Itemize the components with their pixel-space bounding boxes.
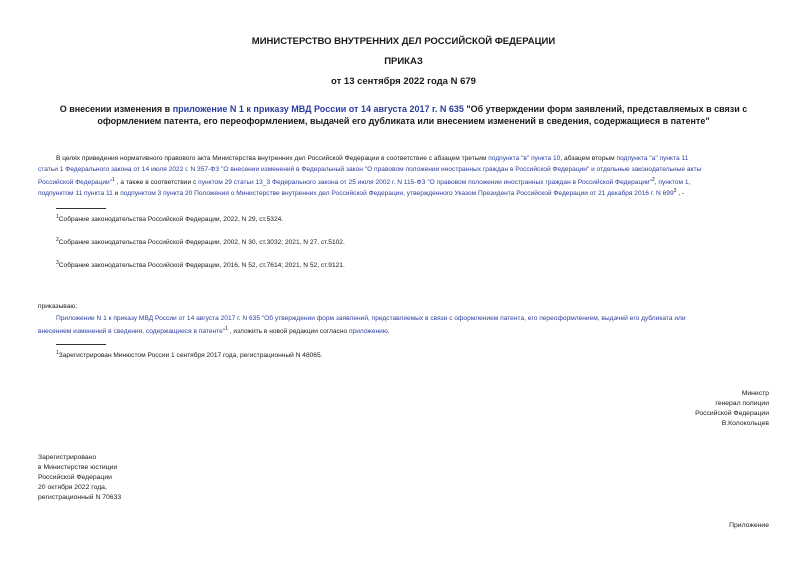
doc-date-number: от 13 сентября 2022 года N 679 xyxy=(331,76,476,87)
registration-number: регистрационный N 70633 xyxy=(38,494,122,501)
signature-country: Российской Федерации xyxy=(695,410,769,417)
link-appendix-order-635-end[interactable]: внесением изменений в сведения, содержащиеся в патенте" xyxy=(38,328,226,336)
doc-title-line2 xyxy=(0,115,807,127)
preamble-text: , абзацем вторым xyxy=(560,155,617,162)
signature-name: В.Колокольцев xyxy=(721,420,769,427)
footnote-number: 1 xyxy=(56,350,59,356)
registration-line: Российской Федерации xyxy=(38,474,112,481)
footnote-mark-1: 1 xyxy=(112,177,115,183)
footnote-text: Собрание законодательства Российской Федерации, 2022, N 29, ст.5324. xyxy=(58,216,284,224)
link-federal-law-357[interactable]: статьи 1 Федерального закона от 14 июля 2022 г. N 357-ФЗ "О внесении изменений в Федеральный закон "О правовом положении иностранных граждан в Российской Федерации" и отдельные законодательные акты xyxy=(38,166,702,173)
signature-rank: генерал полиции xyxy=(715,400,769,407)
footnote-mark-3: 3 xyxy=(673,188,677,194)
preamble-text: , - xyxy=(676,190,685,198)
preamble-text: В целях приведения нормативного правового акта Министерства внутренних дел Российской Федерации в соответствие с абзацем третьим xyxy=(56,155,489,162)
link-point-1[interactable]: пунктом 1 xyxy=(658,179,689,187)
footnote-number: 3 xyxy=(56,260,59,266)
preamble-line1 xyxy=(56,153,688,164)
registration-date: 20 октября 2022 года, xyxy=(38,484,107,491)
title-rest: "Об утверждении форм заявлений, представляемых в связи с xyxy=(463,104,748,114)
registration-block xyxy=(38,453,121,503)
footnote-registration xyxy=(56,350,322,359)
link-subpoint-11[interactable]: подпунктом 11 пункта 11 xyxy=(38,190,113,198)
footnote-number: 2 xyxy=(56,237,59,243)
preamble-text: , а также в соответствии с xyxy=(114,179,199,187)
link-subparagraph-a[interactable]: подпункта "а" пункта 11 xyxy=(616,155,689,162)
title-line2: оформлением патента, его переоформлением, выдачей его дубликата или внесением изменений в сведения, содержащиеся в патенте" xyxy=(97,116,710,126)
footnote-3 xyxy=(56,260,345,269)
signature-title: Министр xyxy=(741,390,769,397)
footnote-mark-2: 2 xyxy=(651,177,655,183)
footnote-divider xyxy=(56,344,106,345)
footnote-mark-1: 1 xyxy=(225,326,228,332)
title-prefix: О внесении изменения в xyxy=(59,104,173,114)
footnote-text: Собрание законодательства Российской Федерации, 2016, N 52, ст.7614; 2021, N 52, ст.9121. xyxy=(58,262,345,270)
signature-block xyxy=(695,389,769,429)
link-federal-law-357-end[interactable]: Российской Федерации" xyxy=(38,179,113,187)
order-text: , изложить в новой редакции согласно xyxy=(227,328,349,336)
footnote-1 xyxy=(56,214,283,223)
doc-title-line1 xyxy=(0,103,807,115)
order-label: приказываю: xyxy=(38,303,78,310)
order-line2 xyxy=(38,324,390,337)
registration-line: Зарегистрировано xyxy=(38,454,97,461)
footnote-2 xyxy=(56,237,345,246)
preamble-line4 xyxy=(38,186,684,199)
link-federal-law-115[interactable]: пунктом 29 статьи 13_3 Федерального закона от 25 июля 2002 г. N 115-ФЗ "О правовом положении иностранных граждан в Российской Федерации" xyxy=(198,179,652,187)
appendix-label: Приложение xyxy=(729,522,769,529)
order-text: . xyxy=(387,328,390,336)
preamble-text: , xyxy=(654,179,659,187)
footnote-text: Зарегистрирован Минюстом России 1 сентября 2017 года, регистрационный N 48065. xyxy=(58,352,323,360)
footnote-text: Собрание законодательства Российской Федерации, 2002, N 30, ст.3032; 2021, N 27, ст.5102. xyxy=(58,239,345,247)
footnote-divider xyxy=(56,208,106,209)
title-link[interactable]: приложение N 1 к приказу МВД России от 14 августа 2017 г. N 635 xyxy=(172,104,464,114)
ministry-name: МИНИСТЕРСТВО ВНУТРЕННИХ ДЕЛ РОССИЙСКОЙ ФЕДЕРАЦИИ xyxy=(251,36,556,47)
link-regulation-decree-699[interactable]: подпунктом 3 пункта 20 Положения о Министерстве внутренних дел Российской Федерации, утвержденного Указом Президента Российской Федерации от 21 декабря 2016 г. N 699 xyxy=(120,190,674,198)
link-appendix[interactable]: приложению xyxy=(348,328,388,336)
registration-line: в Министерстве юстиции xyxy=(38,464,118,471)
footnote-number: 1 xyxy=(56,214,59,220)
preamble-text: , xyxy=(688,179,691,187)
order-line1 xyxy=(56,313,686,324)
preamble-line2 xyxy=(38,164,701,175)
link-subparagraph-v[interactable]: подпункта "в" пункта 10 xyxy=(488,155,561,162)
link-appendix-order-635[interactable]: Приложение N 1 к приказу МВД России от 14 августа 2017 г. N 635 "Об утверждении форм заявлений, представляемых в связи с оформлением патента, его переоформлением, выдачей его дубликата или xyxy=(56,315,686,322)
doc-type: ПРИКАЗ xyxy=(384,56,423,67)
preamble-text: и xyxy=(112,190,121,198)
